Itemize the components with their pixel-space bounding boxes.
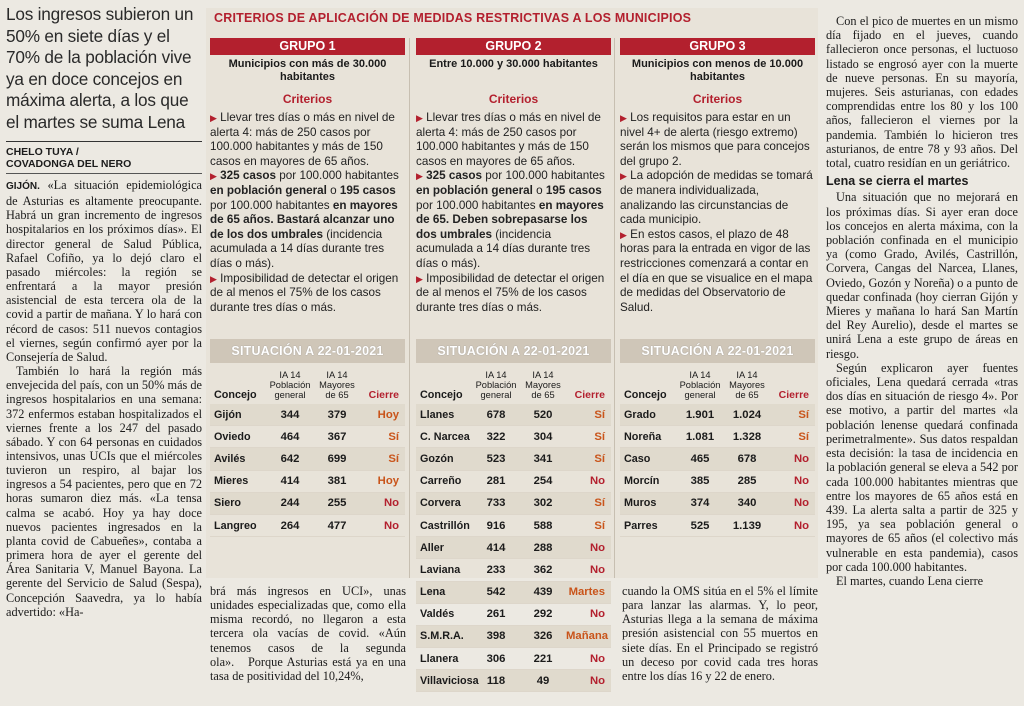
table-cell: Sí bbox=[594, 430, 605, 443]
group-2 bbox=[416, 38, 611, 315]
criterion bbox=[620, 169, 815, 227]
column-header: Cierre bbox=[778, 389, 809, 401]
table-row bbox=[416, 404, 611, 426]
table-cell: 341 bbox=[533, 452, 553, 465]
table-row bbox=[416, 515, 611, 537]
triangle-bullet-icon: ▶ bbox=[210, 113, 217, 123]
column-header: IA 14 Población general bbox=[269, 370, 311, 400]
table-row bbox=[210, 515, 405, 537]
table-row bbox=[416, 648, 611, 670]
table-cell: 281 bbox=[486, 475, 506, 488]
table-header bbox=[210, 368, 405, 404]
table-row bbox=[620, 404, 815, 426]
table-cell: No bbox=[589, 475, 605, 488]
table-cell: 916 bbox=[486, 519, 506, 532]
paragraph: También lo hará la región más envejecida del país, con un 50% más de ingresos hospitalarios en una semana: 372 enfermos estaban hospitalizados el viernes frente a los 247 del pasado sábado. Y con 64 personas en cuidados intensivos, unas UCIs que el miércoles tuvieron un respiro, al bajar los ingresos a 54 pacientes, pero que en 72 horas sumaron diez más. «La tensa calma se acabó. Hoy ya hay doce nuevos pacientes ingresados en la planta covid de Cabueñes», contaba a primera hora de ayer el gerente del Área Sanitaria V, Manuel Bayona. La gerente del Servicio de Salud (Sespa), Concepción Saavedra, ya lo había advertido: «Ha- bbox=[6, 364, 202, 619]
table-cell: 302 bbox=[533, 497, 553, 510]
divider bbox=[6, 173, 202, 174]
table-cell: 221 bbox=[533, 652, 553, 665]
table-cell: Llanera bbox=[420, 652, 459, 665]
table-cell: Caso bbox=[624, 452, 651, 465]
table-cell: Sí bbox=[594, 519, 605, 532]
table-cell: 233 bbox=[486, 563, 506, 576]
table-cell: Sí bbox=[798, 430, 809, 443]
table-row bbox=[416, 537, 611, 559]
paragraph: Según explicaron ayer fuentes oficiales, Lena quedará cerrada «tras dos días en situación de riesgo 4». Por ese motivo, a partir del martes «la población lenense quedará confinada perimetralmente». Sus datos respaldan esta decisión: la tasa de incidencia en la población general se eleva a 542 por cada 100.000 habitantes mientras que entre los mayores de 65 años está en 439. La alerta salta a partir de 325 y 195, ya sea población general o mayores de 65 años (el colectivo más vulnerable en esta pandemia), casos por cada 100.000 habitantes. bbox=[826, 360, 1018, 574]
divider bbox=[409, 38, 410, 578]
criterion-text: En estos casos, el plazo de 48 horas para la entrada en vigor de las restricciones comenzará a contar en el día en que se visualice en el mapa de medidas del Observatorio de Salud. bbox=[620, 227, 813, 314]
table-row bbox=[210, 426, 405, 448]
table-cell: 542 bbox=[486, 586, 506, 599]
headline: Los ingresos subieron un 50% en siete días y el 70% de la población vive ya en doce concejos en máxima alerta, a los que el martes se suma Lena bbox=[6, 4, 194, 132]
table-cell: Laviana bbox=[420, 563, 461, 576]
table-row bbox=[416, 670, 611, 692]
paragraph: Una situación que no mejorará en los próximas días. Si ayer eran doce los concejos en alerta máxima, con la población confinada en el municipio ya (como Grado, Avilés, Castrillón, Corvera, Cangas del Narcea, Llanes, Oviedo, Gozón y Noreña) o a punto de quedar confinada (hoy cierran Gijón y Mieres y mañana lo hará San Martín del Rey Aurelio), desde el martes se unirá Lena a este grupo de áreas en riesgo. bbox=[826, 190, 1018, 361]
table-row bbox=[210, 493, 405, 515]
table-cell: Valdés bbox=[420, 608, 455, 621]
situation-table-group-2 bbox=[416, 368, 611, 692]
table-cell: C. Narcea bbox=[420, 430, 470, 443]
paragraph-text: «La situación epidemiológica de Asturias es altamente preocupante. Habrá un gran incremento de ingresos hospitalarios en los próximos días». El director general de Salud Pública, Rafael Cofiño, ya lo dejó claro el pasado miércoles: la región se enfrentará a la mayor presión asistencial de esta tercera ola de la covid a partir de mañana. Y lo hará con récord de casos: 511 nuevos contagios el viernes, según confirmó ayer por la Consejería de Salud. bbox=[6, 178, 202, 364]
table-cell: No bbox=[383, 497, 399, 510]
table-cell: 285 bbox=[737, 475, 757, 488]
triangle-bullet-icon: ▶ bbox=[416, 273, 423, 284]
table-cell: No bbox=[793, 475, 809, 488]
table-body bbox=[416, 404, 611, 692]
table-row bbox=[620, 471, 815, 493]
table-cell: 678 bbox=[486, 408, 506, 421]
table-cell: 326 bbox=[533, 630, 553, 643]
table-cell: Aller bbox=[420, 541, 445, 554]
column-header: Cierre bbox=[368, 389, 399, 401]
criterion-text: Imposibilidad de detectar el origen de al menos el 75% de los casos durante tres días o más. bbox=[210, 271, 399, 314]
table-row bbox=[416, 493, 611, 515]
criterion bbox=[416, 111, 611, 169]
criterion bbox=[620, 111, 815, 169]
table-cell: 1.328 bbox=[732, 430, 762, 443]
table-cell: 465 bbox=[690, 452, 710, 465]
table-cell: 381 bbox=[327, 475, 347, 488]
table-cell: Mañana bbox=[566, 630, 609, 643]
criterion bbox=[210, 111, 405, 169]
table-cell: No bbox=[589, 541, 605, 554]
table-cell: 254 bbox=[533, 475, 553, 488]
table-row bbox=[620, 493, 815, 515]
table-cell: 261 bbox=[486, 608, 506, 621]
table-cell: S.M.R.A. bbox=[420, 630, 464, 643]
criterion-text: (incidencia acumulada a 14 días durante tres días o más). bbox=[210, 227, 385, 270]
situation-banner: SITUACIÓN A 22-01-2021 bbox=[620, 339, 815, 363]
table-cell: No bbox=[383, 519, 399, 532]
criterion-text: o bbox=[532, 183, 546, 197]
criterios-label: Criterios bbox=[282, 92, 333, 106]
triangle-bullet-icon: ▶ bbox=[620, 113, 627, 123]
table-cell: Sí bbox=[594, 408, 605, 421]
table-cell: No bbox=[589, 563, 605, 576]
criterion-text: por 100.000 habitantes bbox=[416, 198, 539, 212]
table-cell: 379 bbox=[327, 408, 347, 421]
table-row bbox=[416, 559, 611, 581]
triangle-bullet-icon: ▶ bbox=[620, 229, 627, 240]
table-header bbox=[416, 368, 611, 404]
table-cell: No bbox=[589, 608, 605, 621]
table-cell: 118 bbox=[486, 674, 506, 687]
triangle-bullet-icon: ▶ bbox=[210, 273, 217, 284]
table-cell: Castrillón bbox=[420, 519, 470, 532]
table-cell: 340 bbox=[737, 497, 757, 510]
column-header: IA 14 Mayores de 65 bbox=[525, 370, 561, 400]
table-cell: Sí bbox=[388, 452, 399, 465]
table-cell: Langreo bbox=[214, 519, 257, 532]
criterion-text: en población general bbox=[416, 183, 533, 197]
divider bbox=[614, 38, 615, 578]
table-cell: Martes bbox=[568, 586, 605, 599]
table-cell: 520 bbox=[533, 408, 553, 421]
table-cell: 398 bbox=[486, 630, 506, 643]
table-cell: Sí bbox=[594, 452, 605, 465]
section-heading: Lena se cierra el martes bbox=[826, 174, 969, 189]
table-cell: Sí bbox=[388, 430, 399, 443]
table-cell: 362 bbox=[533, 563, 553, 576]
table-cell: Parres bbox=[624, 519, 658, 532]
criteria-text bbox=[416, 111, 611, 315]
table-cell: Corvera bbox=[420, 497, 461, 510]
criterion-text: Llevar tres días o más en nivel de alerta 4: más de 250 casos por 100.000 habitantes y más de 150 casos en mayores de 65 años. bbox=[416, 111, 601, 168]
criterion-text: por 100.000 habitantes bbox=[482, 169, 605, 183]
table-cell: 439 bbox=[533, 586, 553, 599]
table-cell: No bbox=[793, 519, 809, 532]
table-cell: 523 bbox=[486, 452, 506, 465]
criterion-text: en mayores de 65. Deben sobrepasarse los dos umbrales bbox=[416, 198, 604, 241]
table-row bbox=[416, 426, 611, 448]
group-subtitle: Municipios con más de 30.000 habitantes bbox=[228, 58, 387, 83]
table-cell: 292 bbox=[533, 608, 553, 621]
criterion-text: 325 casos bbox=[426, 169, 483, 183]
situation-table-group-1 bbox=[210, 368, 405, 537]
group-subtitle: Municipios con menos de 10.000 habitantes bbox=[631, 58, 804, 83]
table-body bbox=[620, 404, 815, 537]
table-cell: Carreño bbox=[420, 475, 462, 488]
table-row bbox=[416, 626, 611, 648]
column-header: IA 14 Mayores de 65 bbox=[319, 370, 355, 400]
criterion-text: Imposibilidad de detectar el origen de al menos el 75% de los casos durante tres días o más. bbox=[416, 271, 605, 314]
table-cell: Sí bbox=[798, 408, 809, 421]
table-cell: 304 bbox=[533, 430, 553, 443]
table-cell: 1.081 bbox=[685, 430, 715, 443]
table-cell: 733 bbox=[486, 497, 506, 510]
table-row bbox=[620, 515, 815, 537]
table-cell: Gozón bbox=[420, 452, 454, 465]
table-cell: Gijón bbox=[214, 408, 242, 421]
group-header: GRUPO 1 bbox=[210, 38, 405, 55]
table-cell: 255 bbox=[327, 497, 347, 510]
criterion-text: 195 casos bbox=[339, 183, 396, 197]
table-cell: 367 bbox=[327, 430, 347, 443]
table-row bbox=[416, 471, 611, 493]
table-cell: No bbox=[793, 452, 809, 465]
table-cell: 244 bbox=[280, 497, 300, 510]
table-row bbox=[416, 604, 611, 626]
triangle-bullet-icon: ▶ bbox=[416, 171, 423, 182]
criteria-text bbox=[620, 111, 815, 315]
table-cell: 642 bbox=[280, 452, 300, 465]
table-cell: No bbox=[589, 652, 605, 665]
paragraph bbox=[6, 178, 202, 364]
byline-line-2: COVADONGA DEL NERO bbox=[6, 158, 132, 170]
table-cell: Avilés bbox=[214, 452, 246, 465]
left-body bbox=[6, 178, 202, 619]
criterion bbox=[416, 272, 611, 316]
criterion-text: por 100.000 habitantes bbox=[276, 169, 399, 183]
table-cell: Grado bbox=[624, 408, 656, 421]
table-cell: Lena bbox=[420, 586, 446, 599]
situation-table-group-3 bbox=[620, 368, 815, 537]
table-row bbox=[210, 448, 405, 470]
triangle-bullet-icon: ▶ bbox=[210, 171, 217, 182]
table-cell: 344 bbox=[280, 408, 300, 421]
table-cell: 385 bbox=[690, 475, 710, 488]
table-cell: 414 bbox=[486, 541, 506, 554]
table-cell: 678 bbox=[737, 452, 757, 465]
table-cell: Hoy bbox=[377, 475, 399, 488]
paragraph: Con el pico de muertes en un mismo día fijado en el jueves, cuando fallecieron once personas, el luctuoso listado se engrosó ayer con la muerte de nueve personas. En su mayoría, mujeres. Seis asturianas, con edades comprendidas entre los 80 y los 100 años, fallecieron el viernes por la pandemia. También lo hicieron tres asturianos, de entre 78 y 93 años. Del total, cuatro residían en un geriátrico. bbox=[826, 14, 1018, 171]
table-cell: 264 bbox=[280, 519, 300, 532]
table-cell: Hoy bbox=[377, 408, 399, 421]
table-cell: Siero bbox=[214, 497, 242, 510]
table-cell: Llanes bbox=[420, 408, 455, 421]
table-row bbox=[210, 404, 405, 426]
right-column bbox=[826, 14, 1018, 588]
column-header: IA 14 Población general bbox=[679, 370, 721, 400]
table-cell: 1.901 bbox=[685, 408, 715, 421]
column-header: Concejo bbox=[624, 389, 667, 401]
criterion-text: Los requisitos para estar en un nivel 4+ de alerta (riesgo extremo) serán los mismos que para concejos del grupo 2. bbox=[620, 111, 810, 168]
byline-line-1: CHELO TUYA / bbox=[6, 146, 79, 158]
criterion bbox=[416, 169, 611, 271]
divider bbox=[6, 141, 202, 142]
center-body-left: brá más ingresos en UCI», unas unidades especializadas que, como ella misma recordó, no llegaron a esta tercera ola vacías de covid. «Aún tenemos casos de la segunda ola». Porque Asturias está ya en una tasa de positividad del 10,24%, bbox=[210, 584, 406, 683]
table-cell: 477 bbox=[327, 519, 347, 532]
triangle-bullet-icon: ▶ bbox=[416, 113, 423, 123]
column-header: Cierre bbox=[574, 389, 605, 401]
table-cell: 525 bbox=[690, 519, 710, 532]
column-header: IA 14 Población general bbox=[475, 370, 517, 400]
criterion-text: o bbox=[326, 183, 340, 197]
table-row bbox=[416, 582, 611, 604]
table-cell: Morcín bbox=[624, 475, 660, 488]
table-cell: 1.024 bbox=[732, 408, 762, 421]
table-body bbox=[210, 404, 405, 537]
situation-banner: SITUACIÓN A 22-01-2021 bbox=[416, 339, 611, 363]
table-cell: 699 bbox=[327, 452, 347, 465]
table-row bbox=[416, 448, 611, 470]
table-row bbox=[620, 426, 815, 448]
group-header: GRUPO 2 bbox=[416, 38, 611, 55]
table-cell: Muros bbox=[624, 497, 657, 510]
table-cell: Villaviciosa bbox=[420, 674, 479, 687]
paragraph: El martes, cuando Lena cierre bbox=[836, 573, 984, 588]
criterion-text: (incidencia acumulada a 14 días durante tres días o más). bbox=[416, 227, 591, 270]
criterion-text: La adopción de medidas se tomará de manera individualizada, analizando las circunstancias de cada municipio. bbox=[620, 169, 813, 227]
table-cell: Sí bbox=[594, 497, 605, 510]
triangle-bullet-icon: ▶ bbox=[620, 171, 627, 182]
group-header: GRUPO 3 bbox=[620, 38, 815, 55]
criterion bbox=[210, 169, 405, 271]
criteria-text bbox=[210, 111, 405, 315]
table-cell: 1.139 bbox=[732, 519, 762, 532]
byline bbox=[6, 146, 202, 170]
table-cell: 288 bbox=[533, 541, 553, 554]
group-3 bbox=[620, 38, 815, 315]
group-1 bbox=[210, 38, 405, 315]
table-header bbox=[620, 368, 815, 404]
group-subtitle: Entre 10.000 y 30.000 habitantes bbox=[429, 58, 598, 70]
criterion-text: 195 casos bbox=[545, 183, 602, 197]
criterion-text: Llevar tres días o más en nivel de alerta 4: más de 250 casos por 100.000 habitantes y más de 150 casos en mayores de 65 años. bbox=[210, 111, 395, 168]
criterion bbox=[210, 272, 405, 316]
table-cell: 306 bbox=[486, 652, 506, 665]
table-cell: No bbox=[589, 674, 605, 687]
criterion-text: 325 casos bbox=[220, 169, 277, 183]
column-header: IA 14 Mayores de 65 bbox=[729, 370, 765, 400]
center-body-right: cuando la OMS sitúa en el 5% el límite para lanzar las alarmas. Y, lo peor, Asturias llega a la semana de máxima presión asistencial con 55 muertos en siete días. En el Principado se registró un deceso por covid cada tres horas entre los días 16 y 22 de enero. bbox=[622, 584, 818, 683]
table-cell: 374 bbox=[690, 497, 710, 510]
table-cell: Oviedo bbox=[214, 430, 251, 443]
table-cell: 414 bbox=[280, 475, 300, 488]
column-header: Concejo bbox=[420, 389, 463, 401]
table-cell: 49 bbox=[536, 674, 550, 687]
table-cell: 322 bbox=[486, 430, 506, 443]
criterion-text: por 100.000 habitantes bbox=[210, 198, 333, 212]
dateline-place: GIJÓN. bbox=[6, 181, 40, 192]
table-cell: 464 bbox=[280, 430, 300, 443]
situation-banner: SITUACIÓN A 22-01-2021 bbox=[210, 339, 405, 363]
table-row bbox=[620, 448, 815, 470]
table-cell: Mieres bbox=[214, 475, 249, 488]
criterion-text: en población general bbox=[210, 183, 327, 197]
table-cell: Noreña bbox=[624, 430, 662, 443]
criterion bbox=[620, 228, 815, 316]
infographic-title: CRITERIOS DE APLICACIÓN DE MEDIDAS RESTRICTIVAS A LOS MUNICIPIOS bbox=[214, 11, 692, 25]
criterios-label: Criterios bbox=[692, 92, 743, 106]
column-header: Concejo bbox=[214, 389, 257, 401]
table-cell: 588 bbox=[533, 519, 553, 532]
left-column bbox=[6, 4, 202, 619]
table-cell: No bbox=[793, 497, 809, 510]
criterios-label: Criterios bbox=[488, 92, 539, 106]
criterion-text: en mayores de 65 años. Bastará alcanzar uno de los dos umbrales bbox=[210, 198, 398, 241]
table-row bbox=[210, 471, 405, 493]
